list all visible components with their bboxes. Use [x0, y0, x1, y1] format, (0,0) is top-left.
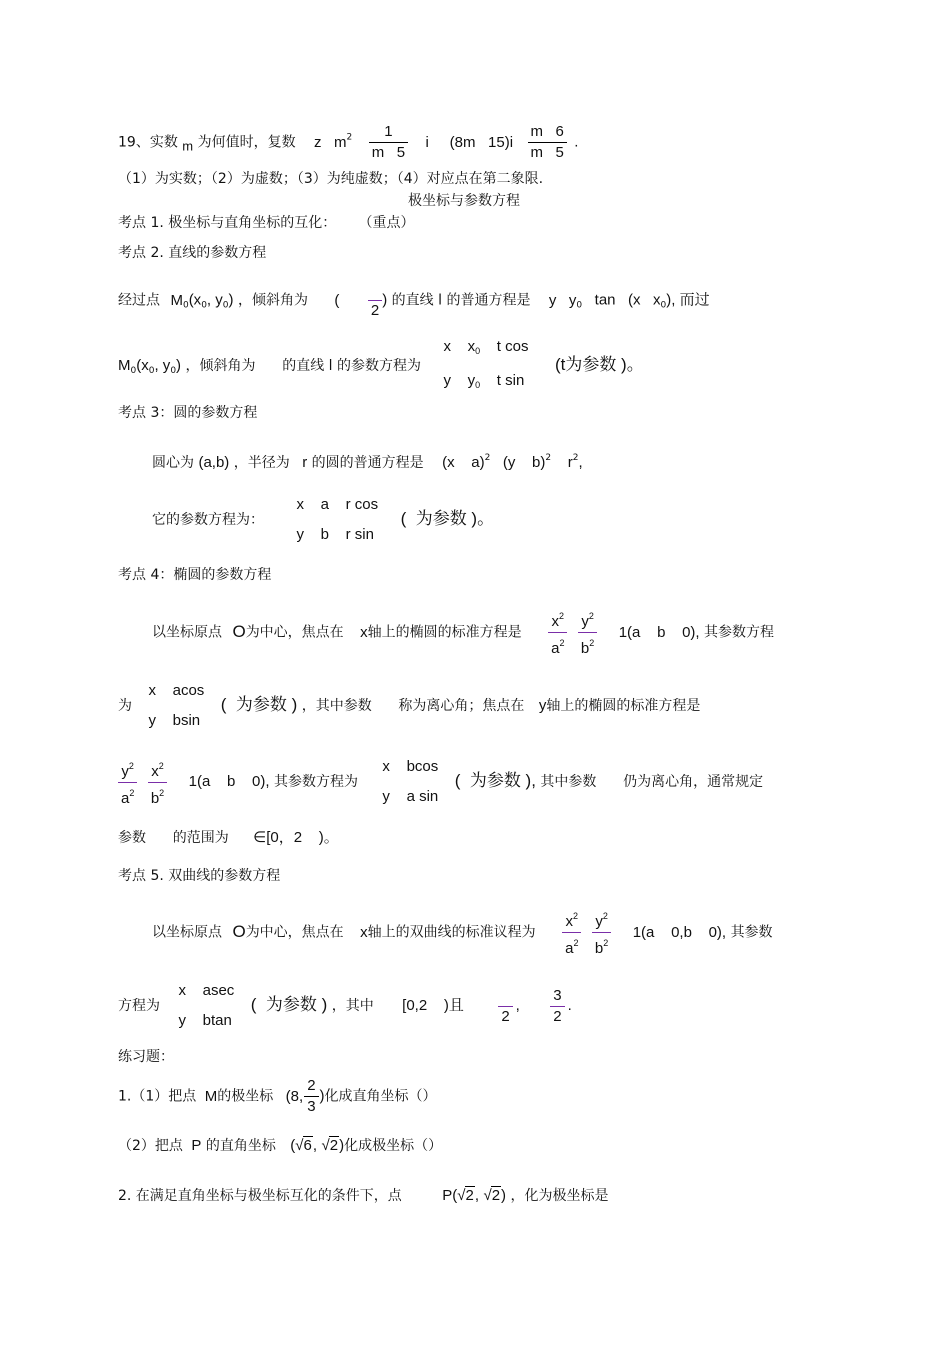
- sup: 2: [559, 638, 565, 648]
- q19-end: .: [574, 133, 579, 151]
- math: (a,b): [198, 454, 230, 471]
- text: ，化为极坐标是: [510, 1188, 609, 1204]
- row: y b r sin: [296, 526, 374, 543]
- text: 经过点: [118, 292, 160, 309]
- math: (: [334, 291, 340, 309]
- math: ∈[0，2 )。: [253, 829, 339, 846]
- sub: 0: [222, 300, 229, 311]
- sup: 2: [484, 453, 491, 463]
- math: (x: [188, 291, 202, 309]
- text: 轴上的椭圆的标准方程是: [367, 624, 522, 641]
- text: 的圆的普通方程是: [311, 455, 424, 471]
- math: ): [501, 1187, 507, 1204]
- frac-den: 3: [304, 1096, 318, 1117]
- ellipse-y-eq: [118, 752, 763, 812]
- frac-num: [368, 280, 382, 300]
- exercise-2: 2. 在满足直角坐标与极坐标互化的条件下，点 P(√2, √2) ，化为极坐标是: [118, 1187, 609, 1204]
- hyperbola-std-eq: [152, 906, 773, 959]
- frac-den: 2: [498, 1006, 512, 1027]
- circle-normal-eq: [152, 449, 583, 472]
- q19-var-m: m: [182, 138, 194, 154]
- ellipse-param-eq: [118, 676, 700, 736]
- math: P: [191, 1137, 202, 1154]
- x2-a2-fraction: [562, 906, 581, 959]
- frac-num: 3: [553, 986, 562, 1004]
- sup: 2: [129, 787, 135, 798]
- sub: 0: [660, 300, 667, 311]
- math: , y: [206, 291, 223, 309]
- math: M: [118, 357, 131, 374]
- math: x: [360, 623, 368, 641]
- circle-param-eq: [152, 490, 494, 550]
- exercise-1a: [118, 1076, 437, 1117]
- math: O: [232, 621, 246, 641]
- math: ): [382, 291, 388, 309]
- text: 轴上的双曲线的标准议程为: [367, 924, 536, 941]
- text: 其参数方程: [704, 624, 775, 641]
- hyperbola-param-eq: [118, 976, 572, 1036]
- text: ，其中: [331, 998, 374, 1014]
- text: 为: [118, 698, 132, 714]
- math: O: [232, 921, 246, 941]
- text: 为中心，焦点在: [245, 624, 344, 641]
- num: y: [595, 913, 603, 930]
- q19-f2-den: m 5: [528, 142, 567, 163]
- text: 以坐标原点: [152, 924, 222, 941]
- line-param-eq: [118, 332, 644, 400]
- sup: 2: [573, 938, 579, 948]
- row: t sin: [480, 372, 525, 389]
- row: x acos: [148, 682, 205, 699]
- den: a: [121, 789, 130, 807]
- pi-over-2-fraction: [368, 280, 382, 321]
- kp3-heading: 考点 3：圆的参数方程: [118, 405, 258, 421]
- sup: 2: [545, 453, 552, 463]
- x2-a2-fraction: [548, 606, 567, 659]
- math: ): [228, 291, 234, 309]
- num: x: [565, 913, 574, 930]
- text: 其参数: [730, 924, 773, 941]
- q19-line: [118, 122, 578, 163]
- den: b: [150, 789, 160, 807]
- sup: 2: [589, 638, 595, 648]
- q19-parts: （1）为实数；（2）为虚数；（3）为纯虚数；（4）对应点在第二象限.: [118, 171, 544, 187]
- text: 圆心为: [152, 455, 194, 471]
- row: x asec: [178, 982, 235, 999]
- exercise-1b: （2）把点 P 的直角坐标 (√6, √2)化成极坐标（）: [118, 1137, 443, 1154]
- ellipse-param-system: [148, 676, 204, 736]
- text: ，倾斜角为 的直线 l 的参数方程为: [185, 358, 421, 374]
- row: x a r cos: [296, 496, 379, 513]
- math: ( 为参数 ): [250, 995, 328, 1014]
- math: (y b): [490, 454, 546, 471]
- three-pi-over-2-fraction: [550, 986, 564, 1027]
- math: ,: [474, 1187, 480, 1204]
- row: y btan: [178, 1012, 232, 1029]
- math: r: [551, 454, 573, 471]
- den: b: [580, 640, 590, 657]
- sub: 0: [182, 300, 189, 311]
- math: ,: [312, 1137, 318, 1154]
- ellipse-std-eq: [152, 606, 774, 659]
- text: 化成直角坐标（）: [324, 1088, 437, 1105]
- math: ,: [515, 997, 520, 1014]
- math: tan (x x: [582, 291, 661, 309]
- math: ( 为参数 ),: [454, 771, 536, 790]
- frac-num: [498, 986, 512, 1006]
- sup: 2: [573, 911, 579, 921]
- math: ,: [578, 454, 583, 471]
- math: 1(a b 0),: [618, 623, 700, 641]
- row: y bsin: [148, 712, 201, 729]
- text: 参数 的范围为: [118, 830, 229, 846]
- circle-param-system: [296, 490, 378, 550]
- text: 的极坐标: [217, 1088, 274, 1105]
- exercises-heading: 练习题：: [118, 1049, 174, 1065]
- line-normal-eq: [118, 280, 710, 321]
- sqrt-radicand: 2: [329, 1137, 339, 1154]
- sup: 2: [602, 911, 608, 921]
- math: (: [290, 1137, 296, 1154]
- math-m: M: [170, 291, 183, 309]
- sup: 2: [159, 787, 165, 798]
- text: 1.（1）把点: [118, 1088, 197, 1105]
- q19-prefix: 19、实数: [118, 134, 178, 151]
- row: x bcos: [382, 758, 439, 775]
- num: x: [551, 613, 560, 630]
- sup: 2: [128, 760, 134, 771]
- kp5-heading: 考点 5. 双曲线的参数方程: [118, 868, 281, 884]
- text: ，倾斜角为: [237, 292, 308, 309]
- ellipse-range: [118, 829, 339, 847]
- text: ，其中参数 称为离心角；焦点在: [301, 698, 525, 714]
- den: b: [594, 940, 604, 957]
- row: x x: [443, 338, 476, 355]
- math: x: [360, 923, 368, 941]
- text: 的直角坐标: [205, 1138, 276, 1154]
- sub: 0: [475, 346, 481, 356]
- text: （2）把点: [118, 1138, 183, 1154]
- text: 轴上的椭圆的标准方程是: [546, 698, 701, 714]
- num: y: [581, 613, 589, 630]
- row: y a sin: [382, 788, 439, 805]
- math: r: [302, 454, 308, 471]
- y2-b2-fraction: [592, 906, 611, 959]
- text: 2. 在满足直角坐标与极坐标互化的条件下，点: [118, 1188, 402, 1204]
- sup: 2: [588, 611, 594, 621]
- math: ): [319, 1087, 325, 1105]
- q19-f2-num: m 6: [530, 123, 564, 140]
- x2-b2-fraction: [148, 756, 167, 809]
- math: [0,2 )且: [402, 997, 464, 1014]
- math: .: [567, 997, 572, 1014]
- math: (t为参数 )。: [554, 355, 644, 374]
- num: y: [121, 762, 129, 780]
- text: 的直线 l 的普通方程是: [391, 292, 531, 309]
- y2-a2-fraction: [118, 756, 137, 809]
- q19-f1-den: m 5: [369, 142, 408, 163]
- text: 以坐标原点: [152, 624, 222, 641]
- frac-num: 2: [307, 1077, 316, 1094]
- text: ，半径为: [233, 455, 290, 471]
- sup: 2: [559, 611, 565, 621]
- section-title: 极坐标与参数方程: [408, 193, 520, 209]
- frac-den: 2: [550, 1006, 564, 1027]
- math: 1(a 0,b 0),: [632, 923, 727, 941]
- math: ): [176, 357, 182, 374]
- math: y y: [548, 291, 577, 309]
- num: x: [151, 762, 159, 780]
- math: (8,: [285, 1087, 304, 1105]
- math: P(: [442, 1187, 458, 1204]
- sup: 2: [158, 760, 164, 771]
- math: 1(a b 0),: [188, 773, 270, 790]
- text: 方程为: [118, 998, 160, 1014]
- text: 它的参数方程为：: [152, 512, 264, 528]
- math: ): [339, 1137, 345, 1154]
- math: ( 为参数 ): [220, 695, 298, 714]
- math: M: [204, 1087, 218, 1105]
- kp1-heading: 考点 1. 极坐标与直角坐标的互化： （重点）: [118, 215, 415, 231]
- sub: 0: [130, 366, 137, 376]
- sqrt-radicand: 2: [465, 1187, 474, 1204]
- sub: 0: [148, 366, 155, 376]
- text: 化成极坐标（）: [344, 1138, 443, 1154]
- math: ( 为参数 )。: [400, 509, 495, 528]
- kp4-heading: 考点 4：椭圆的参数方程: [118, 567, 272, 583]
- hyperbola-param-system: [178, 976, 234, 1036]
- math: , y: [154, 357, 171, 374]
- math: y: [538, 697, 547, 714]
- y2-b2-fraction: [578, 606, 597, 659]
- q19-mid: 为何值时，复数: [197, 134, 296, 151]
- text: 其参数方程为: [273, 774, 358, 790]
- kp2-heading: 考点 2. 直线的参数方程: [118, 245, 267, 261]
- math: (x a): [442, 454, 485, 471]
- math: (x: [136, 357, 149, 374]
- den: a: [551, 640, 560, 657]
- sub: 0: [576, 300, 583, 311]
- q19-fraction-1: [369, 122, 408, 163]
- q19-f1-num: 1: [384, 123, 393, 140]
- math: ), 而过: [666, 291, 710, 309]
- row: t cos: [480, 338, 529, 355]
- sqrt-radicand: 6: [303, 1137, 312, 1154]
- sup: 2: [603, 938, 609, 948]
- ellipse-y-param-system: [382, 752, 438, 812]
- text: 为中心，焦点在: [245, 924, 344, 941]
- q19-fraction-2: [528, 122, 567, 163]
- sub: 0: [475, 380, 481, 390]
- q19-formula-a: z m: [314, 133, 347, 151]
- pi-over-2-fraction: [498, 986, 512, 1027]
- den: a: [565, 940, 574, 957]
- frac-den: 2: [368, 300, 382, 321]
- sup: 2: [572, 453, 579, 463]
- two-pi-over-3-fraction: [304, 1076, 318, 1117]
- line-param-system: [443, 332, 528, 400]
- q19-exp: 2: [346, 132, 353, 143]
- sub: 0: [170, 366, 177, 376]
- row: y y: [443, 372, 476, 389]
- q19-formula-b: i (8m 15)i: [425, 133, 514, 151]
- sub: 0: [201, 300, 207, 311]
- text: 其中参数 仍为离心角，通常规定: [540, 774, 764, 790]
- sqrt-radicand: 2: [491, 1187, 501, 1204]
